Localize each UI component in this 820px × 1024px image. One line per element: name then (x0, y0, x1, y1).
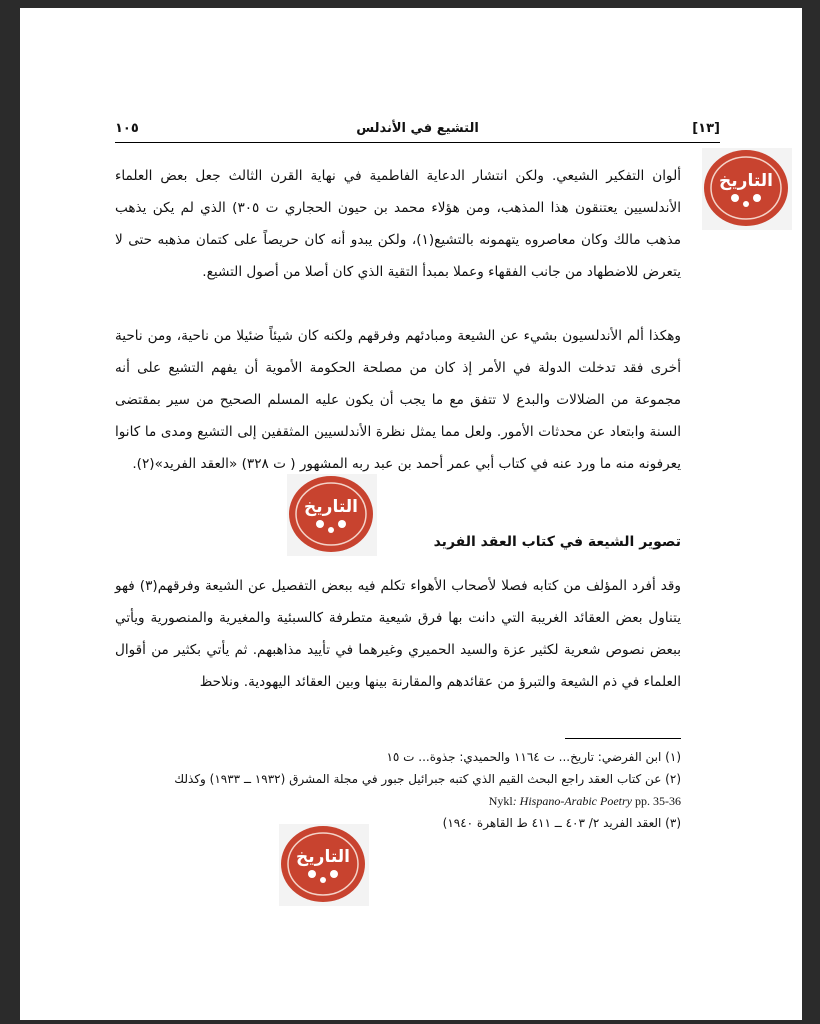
footnote-2: (٢) عن كتاب العقد راجع البحث القيم الذي كتبه جبرائيل جبور في مجلة المشرق (١٩٣٢ ــ ١٩٣٣) وكذلك (174, 772, 681, 786)
footnote-3: (٣) العقد الفريد ٢/ ٤٠٣ ــ ٤١١ ط القاهرة ١٩٤٠) (442, 816, 681, 830)
paragraph-text: وقد أفرد المؤلف من كتابه فصلا لأصحاب الأهواء تكلم فيه ببعض التفصيل عن الشيعة وفرقهم(٣) فهو يتناول بعض العقائد الغريبة التي دانت بها فرق شيعية متطرفة كالسبئية والمغيرية والمنصورية ويأتي ببعض نصوص شعرية لكثير عزة والسيد الحميري وغيرهما في تأييد مذاهبهم. ثم يأتي بكثير من أقوال العلماء في ذم الشيعة والتبرؤ من عقائدهم والمقارنة بينها وبين العقائد اليهودية. ونلاحظ (115, 578, 681, 690)
paragraph-text: وهكذا ألم الأندلسيون بشيء عن الشيعة ومبادئهم وفرقهم ولكنه كان شيئاً ضئيلا من ناحية، ومن ناحية أخرى فقد تدخلت الدولة في الأمر إذ كان من مصلحة الحكومة الأموية أن يفهم التشيع على أنه مجموعة من الضلالات والبدع لا تتفق مع ما يجب أن يكون عليه المسلم الصحيح من سير بمقتضى السنة وابتعاد عن محدثات الأمور. ولعل مما يمثل نظرة الأندلسيين المثقفين إلى التشيع ومدى ما كانوا يعرفونه منه ما ورد عنه في كتاب أبي عمر أحمد بن عبد ربه المشهور ( ت ٣٢٨) «العقد الفريد»(٢). (115, 328, 681, 472)
logo-text: التاريخ (296, 847, 350, 867)
logo-dot (308, 870, 316, 878)
logo-dot (731, 194, 739, 202)
paragraph-1 (115, 160, 681, 288)
logo-dot (330, 870, 338, 878)
logo-dot (338, 520, 346, 528)
logo-graphic (287, 474, 377, 556)
footnote-2-reference (115, 790, 681, 812)
page-number: ١٠٥ (115, 121, 139, 136)
page-header (115, 118, 720, 143)
logo-text: التاريخ (719, 171, 773, 191)
section-heading: تصوير الشيعة في كتاب العقد الفريد (433, 534, 681, 550)
watermark-logo-icon (279, 824, 369, 906)
footnotes (115, 746, 681, 834)
logo-dot (753, 194, 761, 202)
chapter-number: [١٣] (692, 121, 720, 136)
paragraph-text: ألوان التفكير الشيعي. ولكن انتشار الدعاية الفاطمية في نهاية القرن الثالث جعل بعض العلماء الأندلسيين يعتنقون هذا المذهب، ومن هؤلاء محمد بن حيون الحجاري ت ٣٠٥) الذي لم يكن يذهب مذهب مالك وكان معاصروه يتهمونه بالتشيع(١)، ولكن يبدو أنه كان حريصاً على كتمان مذهبه حتى لا يتعرض للاضطهاد من جانب الفقهاء وعملا بمبدأ التقية الذي كان أصلا من أصول التشيع. (115, 168, 681, 280)
paragraph-2 (115, 320, 681, 480)
logo-graphic (702, 148, 792, 230)
footnote-author: Nykl (488, 794, 513, 808)
watermark-logo-icon (702, 148, 792, 230)
logo-dot (328, 527, 334, 533)
footnote-pages: pp. 35-36 (632, 794, 681, 808)
paragraph-3 (115, 570, 681, 698)
logo-dot (743, 201, 749, 207)
watermark-logo-icon (287, 474, 377, 556)
logo-dot (320, 877, 326, 883)
logo-graphic (279, 824, 369, 906)
logo-text: التاريخ (304, 497, 358, 517)
running-title: التشيع في الأندلس (356, 121, 479, 136)
footnote-divider (565, 738, 681, 739)
logo-dot (316, 520, 324, 528)
footnote-1: (١) ابن الفرضي: تاريخ... ت ١١٦٤ والحميدي: جذوة... ت ١٥ (386, 750, 681, 764)
footnote-work-title: : Hispano-Arabic Poetry (512, 794, 632, 808)
